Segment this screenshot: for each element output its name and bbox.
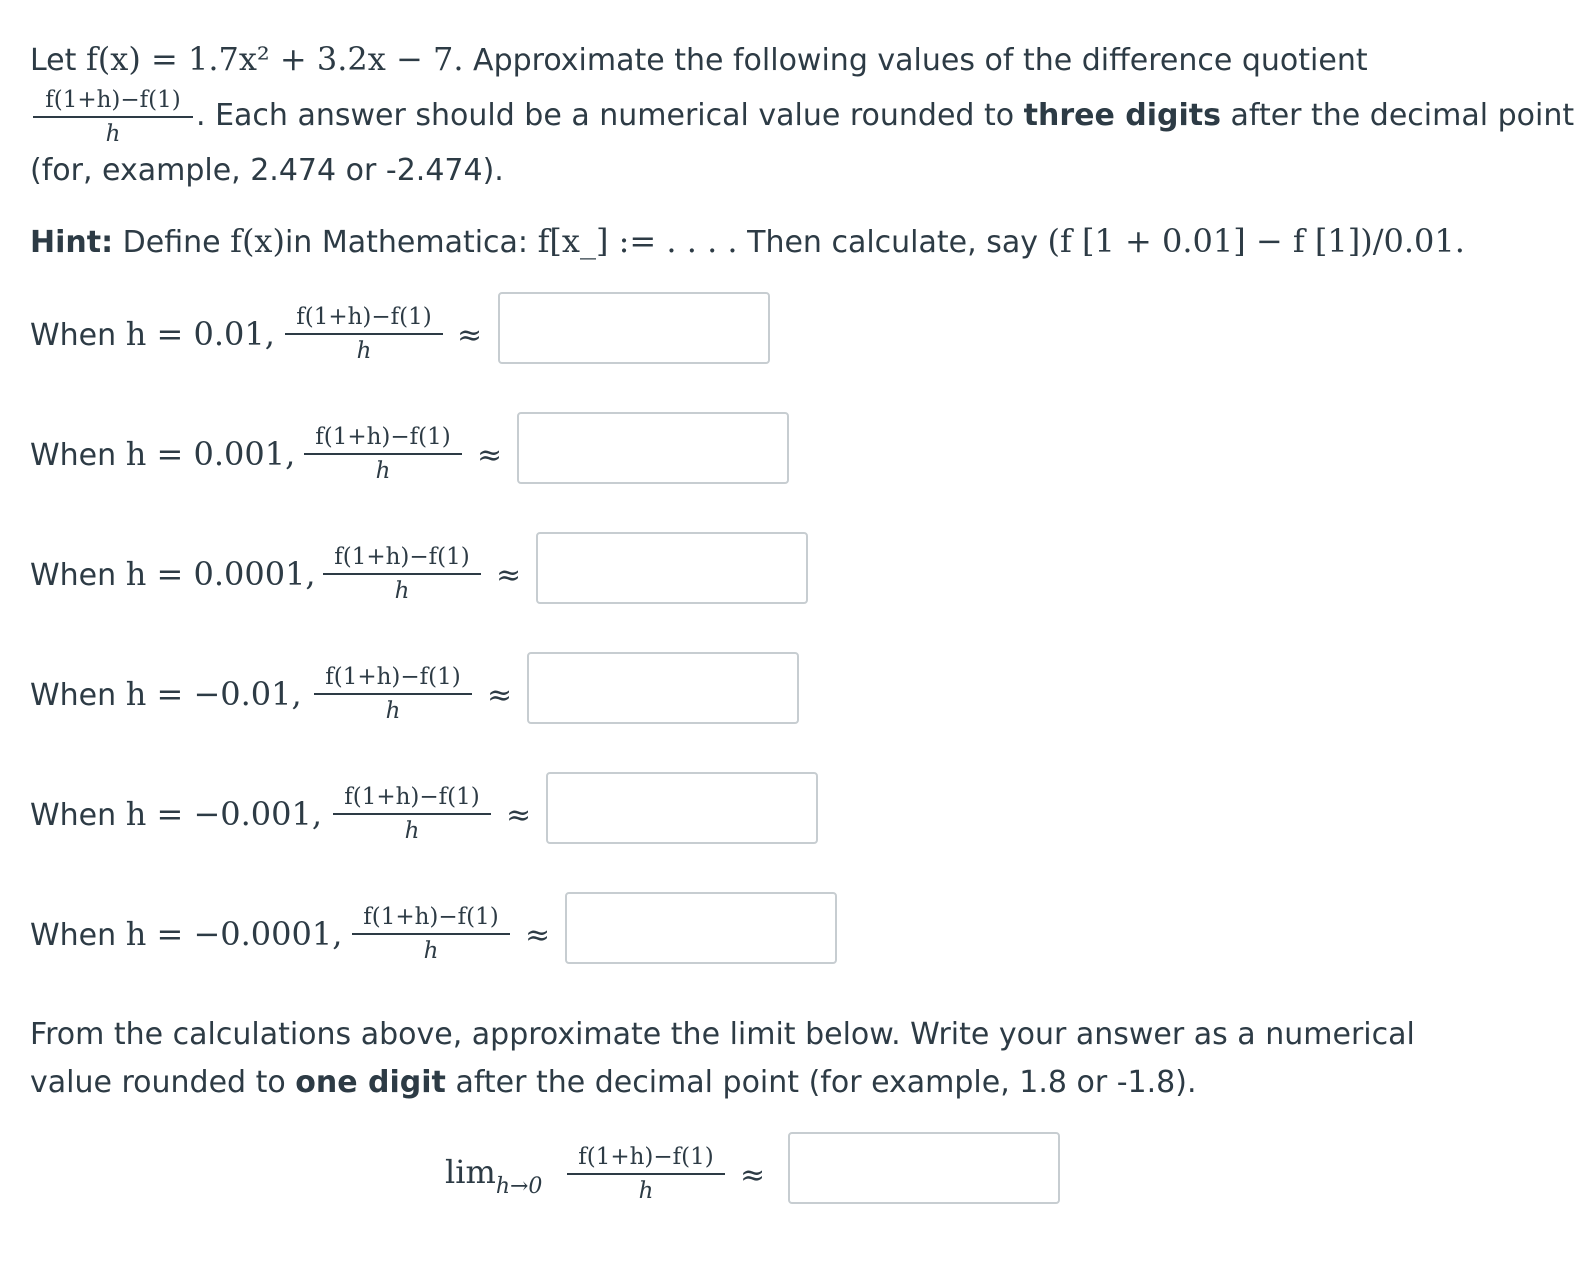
answer-input-h-0.01[interactable] bbox=[498, 292, 770, 364]
limit-instructions-line-1: From the calculations above, approximate the limit below. Write your answer as a numerical bbox=[30, 1017, 1415, 1052]
answer-input-h-0.0001[interactable] bbox=[536, 532, 808, 604]
answer-field[interactable] bbox=[529, 654, 797, 722]
lim-word: lim bbox=[445, 1153, 496, 1191]
answer-input-h-neg-0.01[interactable] bbox=[527, 652, 799, 724]
hint-text-b: in Mathematica: bbox=[284, 225, 538, 260]
h-value: h = 0.0001, bbox=[125, 555, 316, 593]
answer-input-h-neg-0.0001[interactable] bbox=[565, 892, 837, 964]
hint-mathematica-definition: f[x_] := . . . . bbox=[537, 222, 738, 260]
approx-symbol: ≈ bbox=[496, 558, 522, 593]
difference-quotient: f(1+h)−f(1) h bbox=[285, 303, 443, 365]
difference-quotient: f(1+h)−f(1) h bbox=[314, 663, 472, 725]
limit-expression bbox=[445, 1153, 543, 1199]
answer-field[interactable] bbox=[548, 774, 816, 842]
h-value: h = 0.001, bbox=[125, 435, 296, 473]
intro-difference-quotient bbox=[33, 86, 193, 148]
intro-line-2 bbox=[196, 98, 1574, 133]
instruction-text: Each answer should be a numerical value rounded to bbox=[205, 98, 1024, 133]
hint-label: Hint: bbox=[30, 225, 114, 260]
limit-answer-input[interactable] bbox=[788, 1132, 1060, 1204]
answer-field[interactable] bbox=[538, 534, 806, 602]
let-word: Let bbox=[30, 43, 77, 78]
fraction-bar bbox=[33, 116, 193, 118]
h-value: h = 0.01, bbox=[125, 315, 275, 353]
answer-field[interactable] bbox=[500, 294, 768, 362]
answer-field[interactable] bbox=[567, 894, 835, 962]
answer-input-h-neg-0.001[interactable] bbox=[546, 772, 818, 844]
approx-symbol: ≈ bbox=[487, 678, 513, 713]
hint-text-c: Then calculate, say bbox=[737, 225, 1048, 260]
hint-calculation: (f [1 + 0.01] − f [1])/0.01. bbox=[1047, 222, 1465, 260]
dq-numerator: f(1+h)−f(1) bbox=[45, 87, 181, 113]
answer-field[interactable] bbox=[790, 1134, 1058, 1202]
answer-input-h-0.001[interactable] bbox=[517, 412, 789, 484]
intro-line-3: (for, example, 2.474 or -2.474). bbox=[30, 153, 504, 188]
row-label: When h = 0.0001, bbox=[30, 555, 316, 593]
difference-quotient: f(1+h)−f(1) h bbox=[333, 783, 491, 845]
difference-quotient: f(1+h)−f(1) h bbox=[304, 423, 462, 485]
row-label: When h = 0.001, bbox=[30, 435, 296, 473]
row-label: When h = −0.001, bbox=[30, 795, 323, 833]
approx-symbol: ≈ bbox=[506, 798, 532, 833]
emphasis-one-digit: one digit bbox=[295, 1065, 446, 1100]
row-label: When h = −0.0001, bbox=[30, 915, 343, 953]
h-value: h = −0.01, bbox=[125, 675, 302, 713]
intro-line-1 bbox=[30, 40, 1368, 78]
approx-symbol: ≈ bbox=[477, 438, 503, 473]
difference-quotient: f(1+h)−f(1) h bbox=[323, 543, 481, 605]
row-label: When h = 0.01, bbox=[30, 315, 275, 353]
approx-symbol: ≈ bbox=[740, 1158, 766, 1193]
hint-text-a: Define bbox=[113, 225, 231, 260]
intro-text: Approximate the following values of the difference quotient bbox=[463, 43, 1368, 78]
function-definition: f(x) = 1.7x² + 3.2x − 7. bbox=[85, 40, 464, 78]
difference-quotient: f(1+h)−f(1) h bbox=[352, 903, 510, 965]
row-label: When h = −0.01, bbox=[30, 675, 302, 713]
h-value: h = −0.001, bbox=[125, 795, 323, 833]
hint-fx: f(x) bbox=[230, 222, 285, 260]
answer-field[interactable] bbox=[519, 414, 787, 482]
dq-denominator: h bbox=[105, 121, 121, 147]
emphasis-three-digits: three digits bbox=[1023, 98, 1221, 133]
approx-symbol: ≈ bbox=[525, 918, 551, 953]
limit-instructions-line-2: value rounded to one digit after the decimal point (for example, 1.8 or -1.8). bbox=[30, 1065, 1197, 1100]
approx-symbol: ≈ bbox=[457, 318, 483, 353]
lim-subscript: h→0 bbox=[495, 1174, 543, 1199]
dq-period: . bbox=[196, 98, 206, 133]
hint-line bbox=[30, 222, 1465, 260]
limit-difference-quotient: f(1+h)−f(1) h bbox=[567, 1143, 725, 1205]
h-value: h = −0.0001, bbox=[125, 915, 343, 953]
instruction-text-end: after the decimal point bbox=[1220, 98, 1574, 133]
